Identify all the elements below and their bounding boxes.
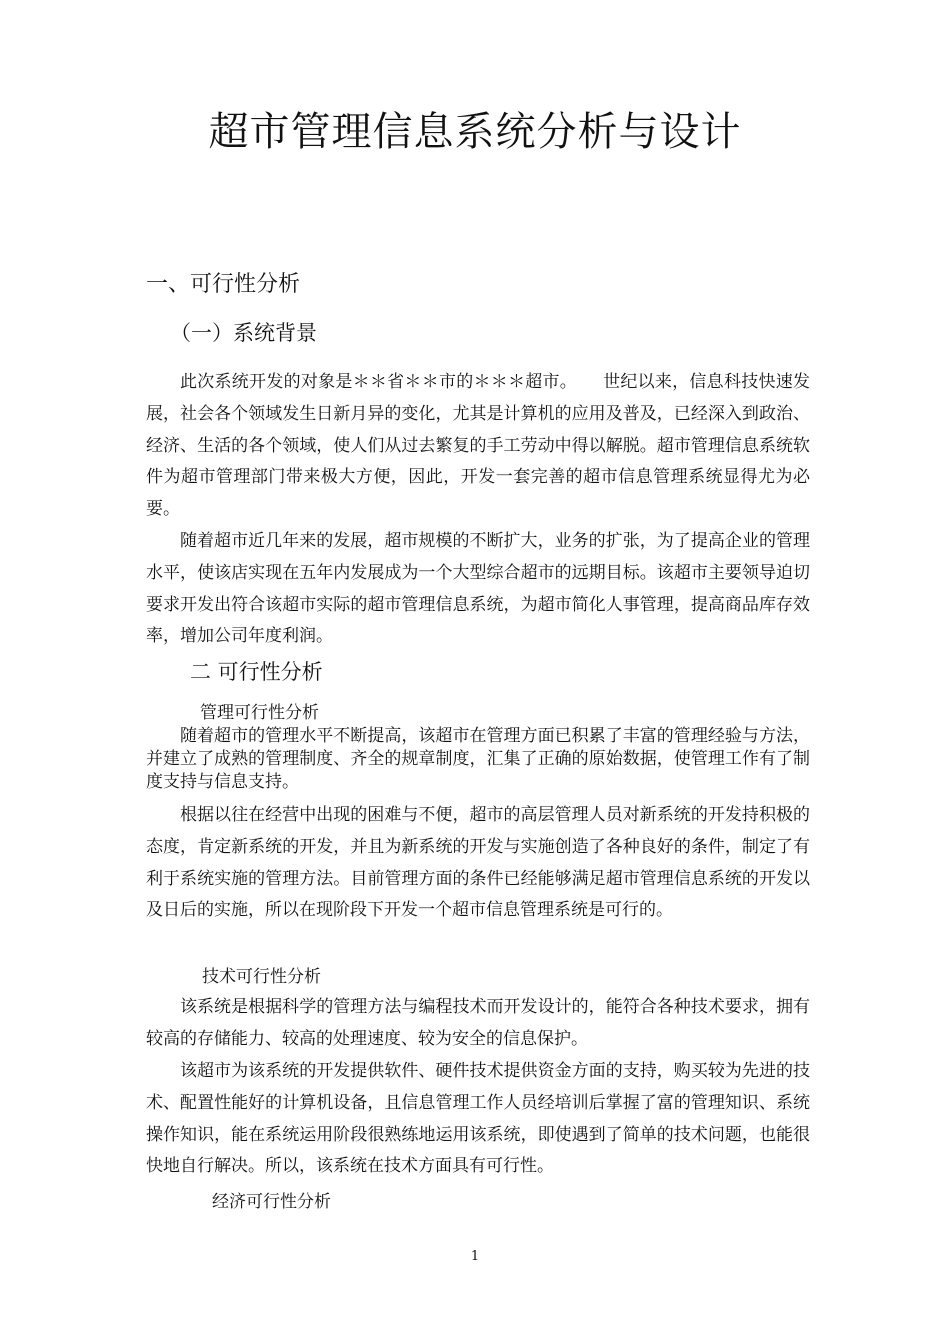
paragraph-management-2: 根据以往在经营中出现的困难与不便，超市的高层管理人员对新系统的开发持积极的态度，肯定新系统的开发，并且为新系统的开发与实施创造了各种良好的条件，制定了有利于系统实施的管理方法。目前管理方面的条件已经能够满足超市管理信息系统的开发以及日后的实施，所以在现阶段下开发一个超市信息管理系统是可行的。 <box>146 805 810 921</box>
heading-management-feasibility: 管理可行性分析 <box>200 703 319 723</box>
paragraph-background-2: 随着超市近几年来的发展，超市规模的不断扩大，业务的扩张，为了提高企业的管理水平，使该店实现在五年内发展成为一个大型综合超市的远期目标。该超市主要领导迫切要求开发出符合该超市实际的超市管理信息系统，为超市简化人事管理，提高商品库存效率，增加公司年度利润。 <box>146 531 810 647</box>
paragraph-management-1: 随着超市的管理水平不断提高，该超市在管理方面已积累了丰富的管理经验与方法，并建立了成熟的管理制度、齐全的规章制度，汇集了正确的原始数据，使管理工作有了制度支持与信息支持。 <box>146 726 810 792</box>
subsection-heading-feasibility: 二 可行性分析 <box>190 660 323 684</box>
paragraph-technical-2: 该超市为该系统的开发提供软件、硬件技术提供资金方面的支持，购买较为先进的技术、配置性能好的计算机设备，且信息管理工作人员经培训后掌握了富的管理知识、系统操作知识，能在系统运用阶段很熟练地运用该系统，即使遇到了简单的技术问题，也能很快地自行解决。所以，该系统在技术方面具有可行性。 <box>146 1061 810 1177</box>
page-number: 1 <box>470 1249 480 1264</box>
paragraph-technical-1: 该系统是根据科学的管理方法与编程技术而开发设计的，能符合各种技术要求，拥有较高的存储能力、较高的处理速度、较为安全的信息保护。 <box>146 997 810 1049</box>
paragraph-background-1: 此次系统开发的对象是＊＊省＊＊市的＊＊＊超市。 世纪以来，信息科技快速发展，社会各个领域发生日新月异的变化，尤其是计算机的应用及普及，已经深入到政治、经济、生活的各个领域，使人们从过去繁复的手工劳动中得以解脱。超市管理信息系统软件为超市管理部门带来极大方便，因此，开发一套完善的超市信息管理系统显得尤为必要。 <box>146 372 810 520</box>
document-title: 超市管理信息系统分析与设计 <box>208 109 742 155</box>
section-heading-feasibility: 一、可行性分析 <box>146 272 301 297</box>
heading-economic-feasibility: 经济可行性分析 <box>212 1192 331 1212</box>
heading-technical-feasibility: 技术可行性分析 <box>202 967 321 987</box>
subsection-heading-background: （一）系统背景 <box>170 321 317 345</box>
